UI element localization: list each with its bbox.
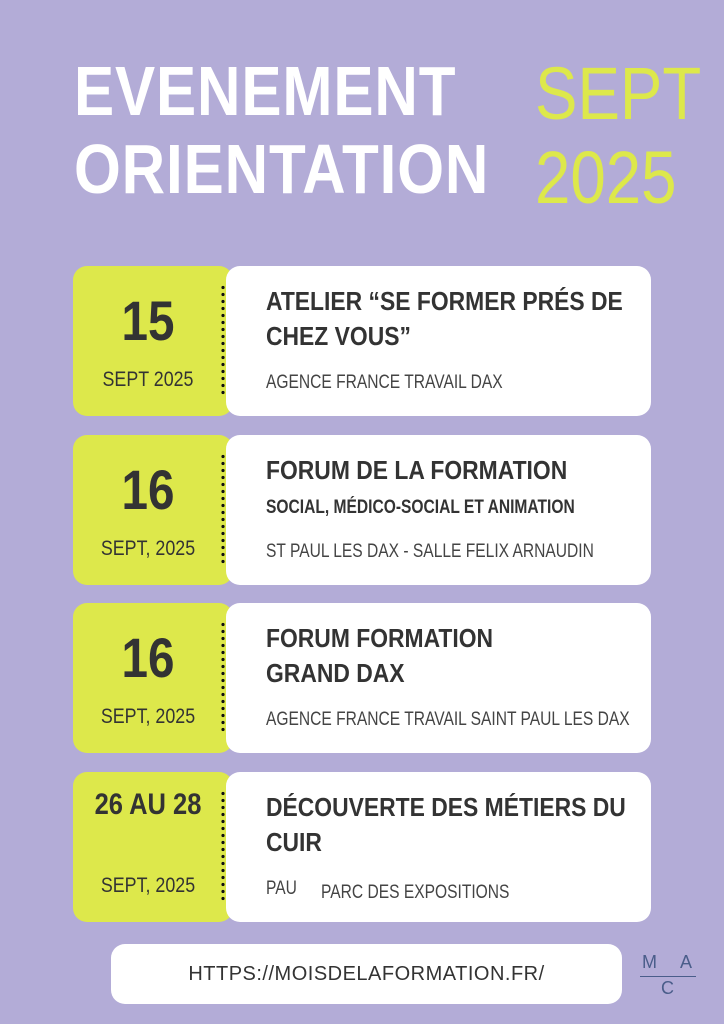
event-title: FORUM DE LA FORMATION	[266, 455, 568, 485]
event-month: SEPT, 2025	[100, 705, 196, 728]
page-title	[74, 52, 489, 208]
event-date-box	[73, 772, 233, 922]
event-title: DÉCOUVERTE DES MÉTIERS DU CUIR	[266, 792, 626, 857]
dotted-divider	[221, 621, 225, 733]
event-venue: PAU	[266, 878, 297, 899]
website-link[interactable]	[111, 944, 622, 1004]
mac-logo	[640, 952, 698, 1002]
logo-letter-a: A	[680, 952, 693, 972]
logo-divider	[640, 976, 696, 977]
event-venue-secondary: PARC DES EXPOSITIONS	[321, 882, 510, 903]
event-card	[226, 435, 651, 585]
event-month: SEPT, 2025	[100, 874, 196, 897]
event-subtitle: SOCIAL, MÉDICO-SOCIAL ET ANIMATION	[266, 497, 575, 518]
event-item	[73, 435, 651, 585]
title-line-2: ORIENTATION	[74, 130, 490, 208]
event-title: FORUM FORMATION GRAND DAX	[266, 623, 494, 688]
event-day: 15	[121, 289, 175, 352]
event-item	[73, 266, 651, 416]
event-card	[226, 266, 651, 416]
event-day: 16	[121, 458, 175, 521]
event-date-box	[73, 603, 233, 753]
event-date-box	[73, 266, 233, 416]
event-venue: AGENCE FRANCE TRAVAIL SAINT PAUL LES DAX	[266, 709, 630, 730]
event-card	[226, 603, 651, 753]
logo-letter-m: M	[642, 952, 657, 972]
dotted-divider	[221, 453, 225, 565]
event-day: 26 AU 28	[94, 788, 202, 821]
website-url[interactable]: HTTPS://MOISDELAFORMATION.FR/	[188, 963, 545, 985]
event-item	[73, 772, 651, 922]
header-date	[535, 52, 701, 220]
dotted-divider	[221, 284, 225, 396]
title-line-1: EVENEMENT	[74, 52, 457, 130]
event-venue: ST PAUL LES DAX - SALLE FELIX ARNAUDIN	[266, 541, 594, 562]
dotted-divider	[221, 790, 225, 902]
header-year: 2025	[535, 136, 677, 219]
event-venue: AGENCE FRANCE TRAVAIL DAX	[266, 372, 503, 393]
event-title: ATELIER “SE FORMER PRÉS DE CHEZ VOUS”	[266, 286, 623, 351]
event-day: 16	[121, 626, 175, 689]
event-card	[226, 772, 651, 922]
event-month: SEPT, 2025	[100, 537, 196, 560]
event-item	[73, 603, 651, 753]
event-month: SEPT 2025	[102, 368, 194, 391]
event-date-box	[73, 435, 233, 585]
logo-letter-c: C	[661, 978, 674, 998]
header-month: SEPT	[535, 52, 702, 135]
